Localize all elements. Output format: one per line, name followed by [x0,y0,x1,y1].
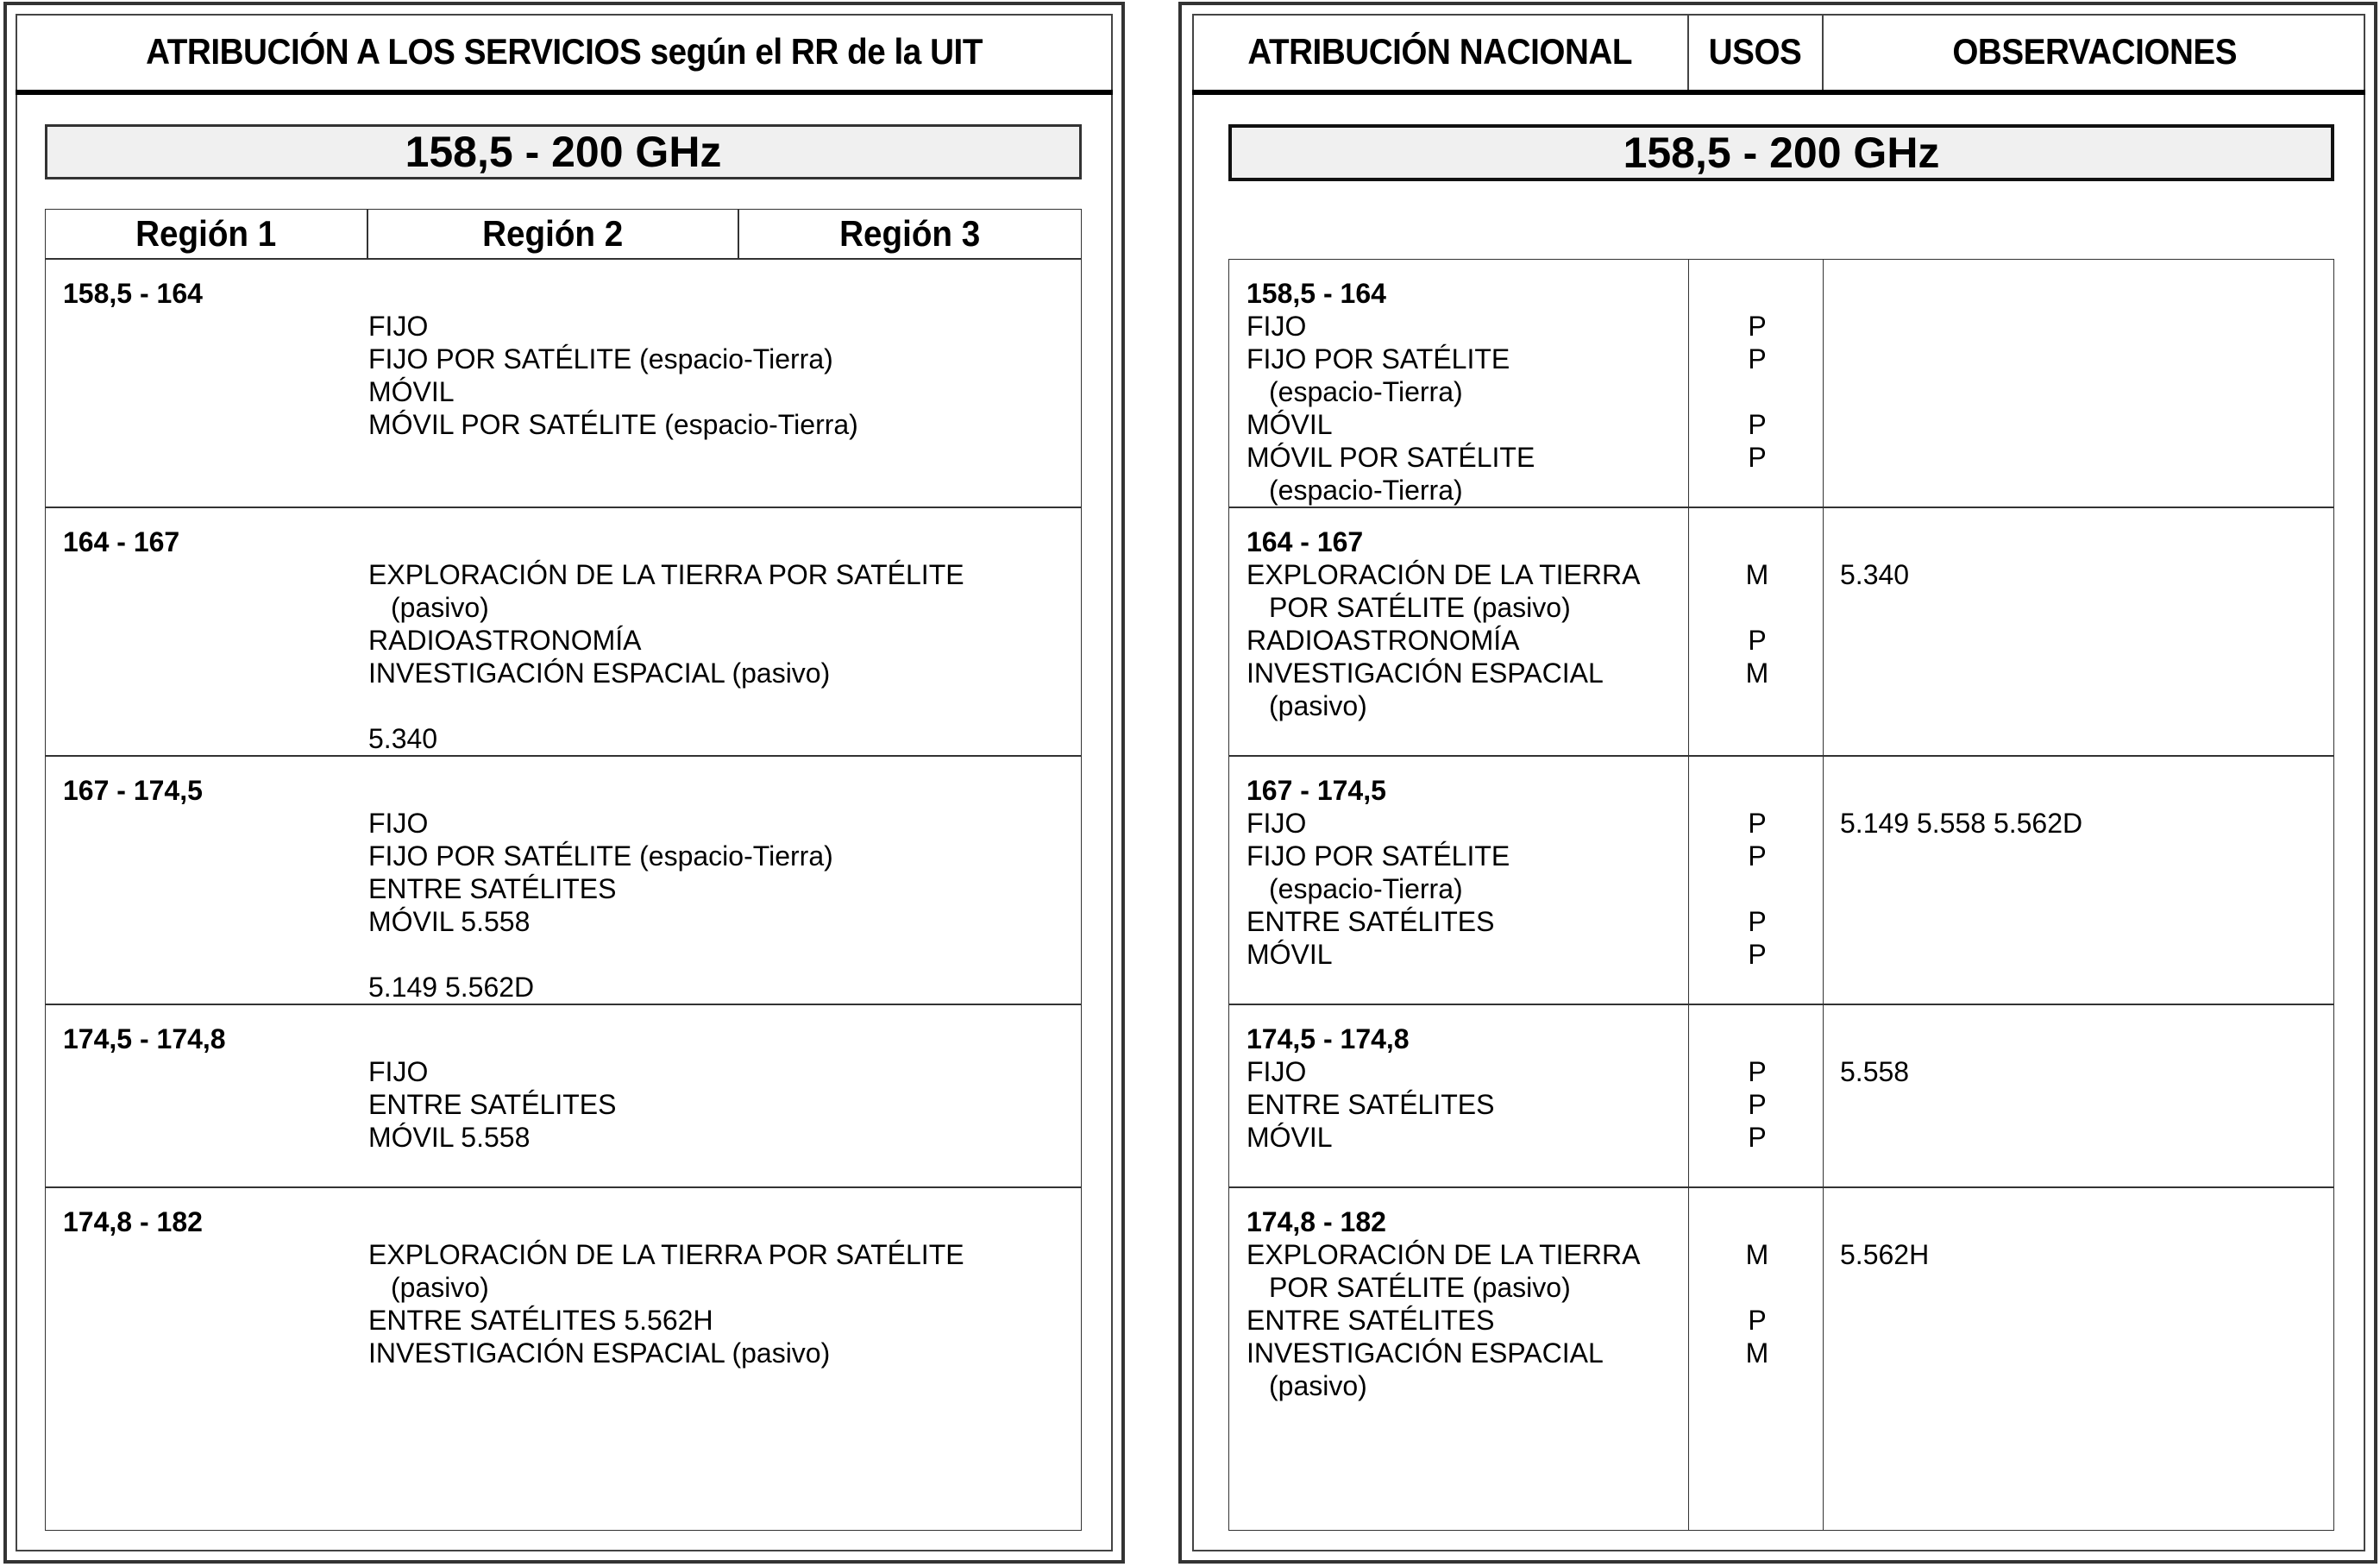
left-band-label: 158,5 - 200 GHz [405,128,722,176]
left-row-5-range: 174,8 - 182 [63,1206,203,1237]
left-row-5-line-1: EXPLORACIÓN DE LA TIERRA POR SATÉLITE [368,1239,964,1270]
right-row-4-uso-3: P [1748,1122,1767,1153]
usos-divider [1688,757,1689,1004]
left-row-3-line-4: MÓVIL 5.558 [368,906,531,937]
left-row-3-line-3: ENTRE SATÉLITES [368,873,617,904]
right-row-2-line-2: POR SATÉLITE (pasivo) [1269,592,1571,623]
left-row-2-footnote: 5.340 [368,723,438,754]
right-row-2-uso-4: M [1745,658,1769,689]
right-row-3-uso-5: P [1748,939,1767,970]
right-row-1-uso-1: P [1748,311,1767,342]
right-band-label: 158,5 - 200 GHz [1623,129,1940,177]
left-row-4-line-3: MÓVIL 5.558 [368,1122,531,1153]
right-row-3-line-1: FIJO [1247,808,1307,839]
right-row-5-line-5: (pasivo) [1269,1370,1367,1401]
right-row-3 [1228,756,2334,1004]
right-row-3-range: 167 - 174,5 [1247,775,1386,806]
left-row-3 [45,756,1082,1004]
right-row-5-line-1: EXPLORACIÓN DE LA TIERRA [1247,1239,1641,1270]
right-row-4-line-2: ENTRE SATÉLITES [1247,1089,1495,1120]
left-row-2-line-4: INVESTIGACIÓN ESPACIAL (pasivo) [368,658,831,689]
right-row-3-line-4: ENTRE SATÉLITES [1247,906,1495,937]
left-row-4-line-1: FIJO [368,1056,429,1087]
left-row-5-line-3: ENTRE SATÉLITES 5.562H [368,1305,713,1336]
right-row-2 [1228,507,2334,756]
right-header-observaciones: OBSERVACIONES [1952,31,2237,72]
right-row-5-line-2: POR SATÉLITE (pasivo) [1269,1272,1571,1303]
right-row-5-range: 174,8 - 182 [1247,1206,1386,1237]
left-header [16,14,1113,95]
left-row-2 [45,507,1082,756]
usos-divider [1688,260,1689,507]
right-row-4-line-3: MÓVIL [1247,1122,1333,1153]
left-row-2-range: 164 - 167 [63,526,180,557]
left-row-3-footnote: 5.149 5.562D [368,972,535,1003]
right-row-1-uso-4: P [1748,409,1767,440]
right-row-1 [1228,259,2334,507]
right-row-1-line-5: MÓVIL POR SATÉLITE [1247,442,1535,473]
left-row-3-line-2: FIJO POR SATÉLITE (espacio-Tierra) [368,840,833,872]
right-row-4-line-1: FIJO [1247,1056,1307,1087]
right-row-3-uso-4: P [1748,906,1767,937]
left-row-3-range: 167 - 174,5 [63,775,203,806]
right-row-2-obs: 5.340 [1840,559,1910,590]
right-row-5-uso-4: M [1745,1337,1769,1369]
right-row-3-line-3: (espacio-Tierra) [1269,873,1463,904]
right-row-4-obs: 5.558 [1840,1056,1910,1087]
right-row-2-line-3: RADIOASTRONOMÍA [1247,625,1520,656]
usos-divider [1688,1005,1689,1186]
region-2-header: Región 2 [367,209,738,259]
right-row-5-uso-1: M [1745,1239,1769,1270]
right-header [1192,14,2365,95]
left-row-2-line-1: EXPLORACIÓN DE LA TIERRA POR SATÉLITE [368,559,964,590]
left-band-title [45,124,1082,179]
left-row-1-line-2: FIJO POR SATÉLITE (espacio-Tierra) [368,343,833,374]
right-row-1-line-3: (espacio-Tierra) [1269,376,1463,407]
right-row-3-line-5: MÓVIL [1247,939,1333,970]
left-row-1 [45,259,1082,507]
right-row-5-line-3: ENTRE SATÉLITES [1247,1305,1495,1336]
right-row-2-range: 164 - 167 [1247,526,1364,557]
left-row-1-line-4: MÓVIL POR SATÉLITE (espacio-Tierra) [368,409,858,440]
right-row-2-line-1: EXPLORACIÓN DE LA TIERRA [1247,559,1641,590]
right-row-4-uso-2: P [1748,1089,1767,1120]
left-row-4-line-2: ENTRE SATÉLITES [368,1089,617,1120]
right-row-1-line-1: FIJO [1247,311,1307,342]
left-row-1-line-1: FIJO [368,311,429,342]
right-header-national: ATRIBUCIÓN NACIONAL [1192,14,1689,90]
usos-divider [1688,1188,1689,1530]
right-row-2-line-5: (pasivo) [1269,690,1367,721]
left-row-1-range: 158,5 - 164 [63,278,203,309]
right-row-3-uso-1: P [1748,808,1767,839]
left-row-5-line-4: INVESTIGACIÓN ESPACIAL (pasivo) [368,1337,831,1369]
left-row-5 [45,1187,1082,1531]
right-row-4-range: 174,5 - 174,8 [1247,1023,1410,1054]
left-row-4 [45,1004,1082,1187]
right-row-4-uso-1: P [1748,1056,1767,1087]
usos-divider [1688,508,1689,755]
right-row-3-obs: 5.149 5.558 5.562D [1840,808,2083,839]
right-band-title [1228,124,2334,181]
right-row-1-line-6: (espacio-Tierra) [1269,475,1463,506]
right-row-5 [1228,1187,2334,1531]
right-row-1-uso-2: P [1748,343,1767,374]
right-row-2-uso-1: M [1745,559,1769,590]
right-row-5-obs: 5.562H [1840,1239,1930,1270]
right-row-3-uso-2: P [1748,840,1767,872]
right-row-2-line-4: INVESTIGACIÓN ESPACIAL [1247,658,1604,689]
right-row-3-line-2: FIJO POR SATÉLITE [1247,840,1510,872]
left-row-4-range: 174,5 - 174,8 [63,1023,226,1054]
right-row-1-range: 158,5 - 164 [1247,278,1386,309]
region-3-header: Región 3 [738,209,1082,259]
right-row-5-uso-3: P [1748,1305,1767,1336]
left-row-2-line-2: (pasivo) [391,592,489,623]
right-row-5-line-4: INVESTIGACIÓN ESPACIAL [1247,1337,1604,1369]
left-row-3-line-1: FIJO [368,808,429,839]
left-header-title: ATRIBUCIÓN A LOS SERVICIOS según el RR de la UIT [146,31,983,72]
right-row-4 [1228,1004,2334,1187]
right-row-1-line-4: MÓVIL [1247,409,1333,440]
left-row-1-line-3: MÓVIL [368,376,455,407]
right-header-usos: USOS [1689,14,1824,90]
left-row-2-line-3: RADIOASTRONOMÍA [368,625,642,656]
left-row-5-line-2: (pasivo) [391,1272,489,1303]
right-row-1-uso-5: P [1748,442,1767,473]
right-row-2-uso-3: P [1748,625,1767,656]
region-1-header: Región 1 [45,209,367,259]
right-row-1-line-2: FIJO POR SATÉLITE [1247,343,1510,374]
